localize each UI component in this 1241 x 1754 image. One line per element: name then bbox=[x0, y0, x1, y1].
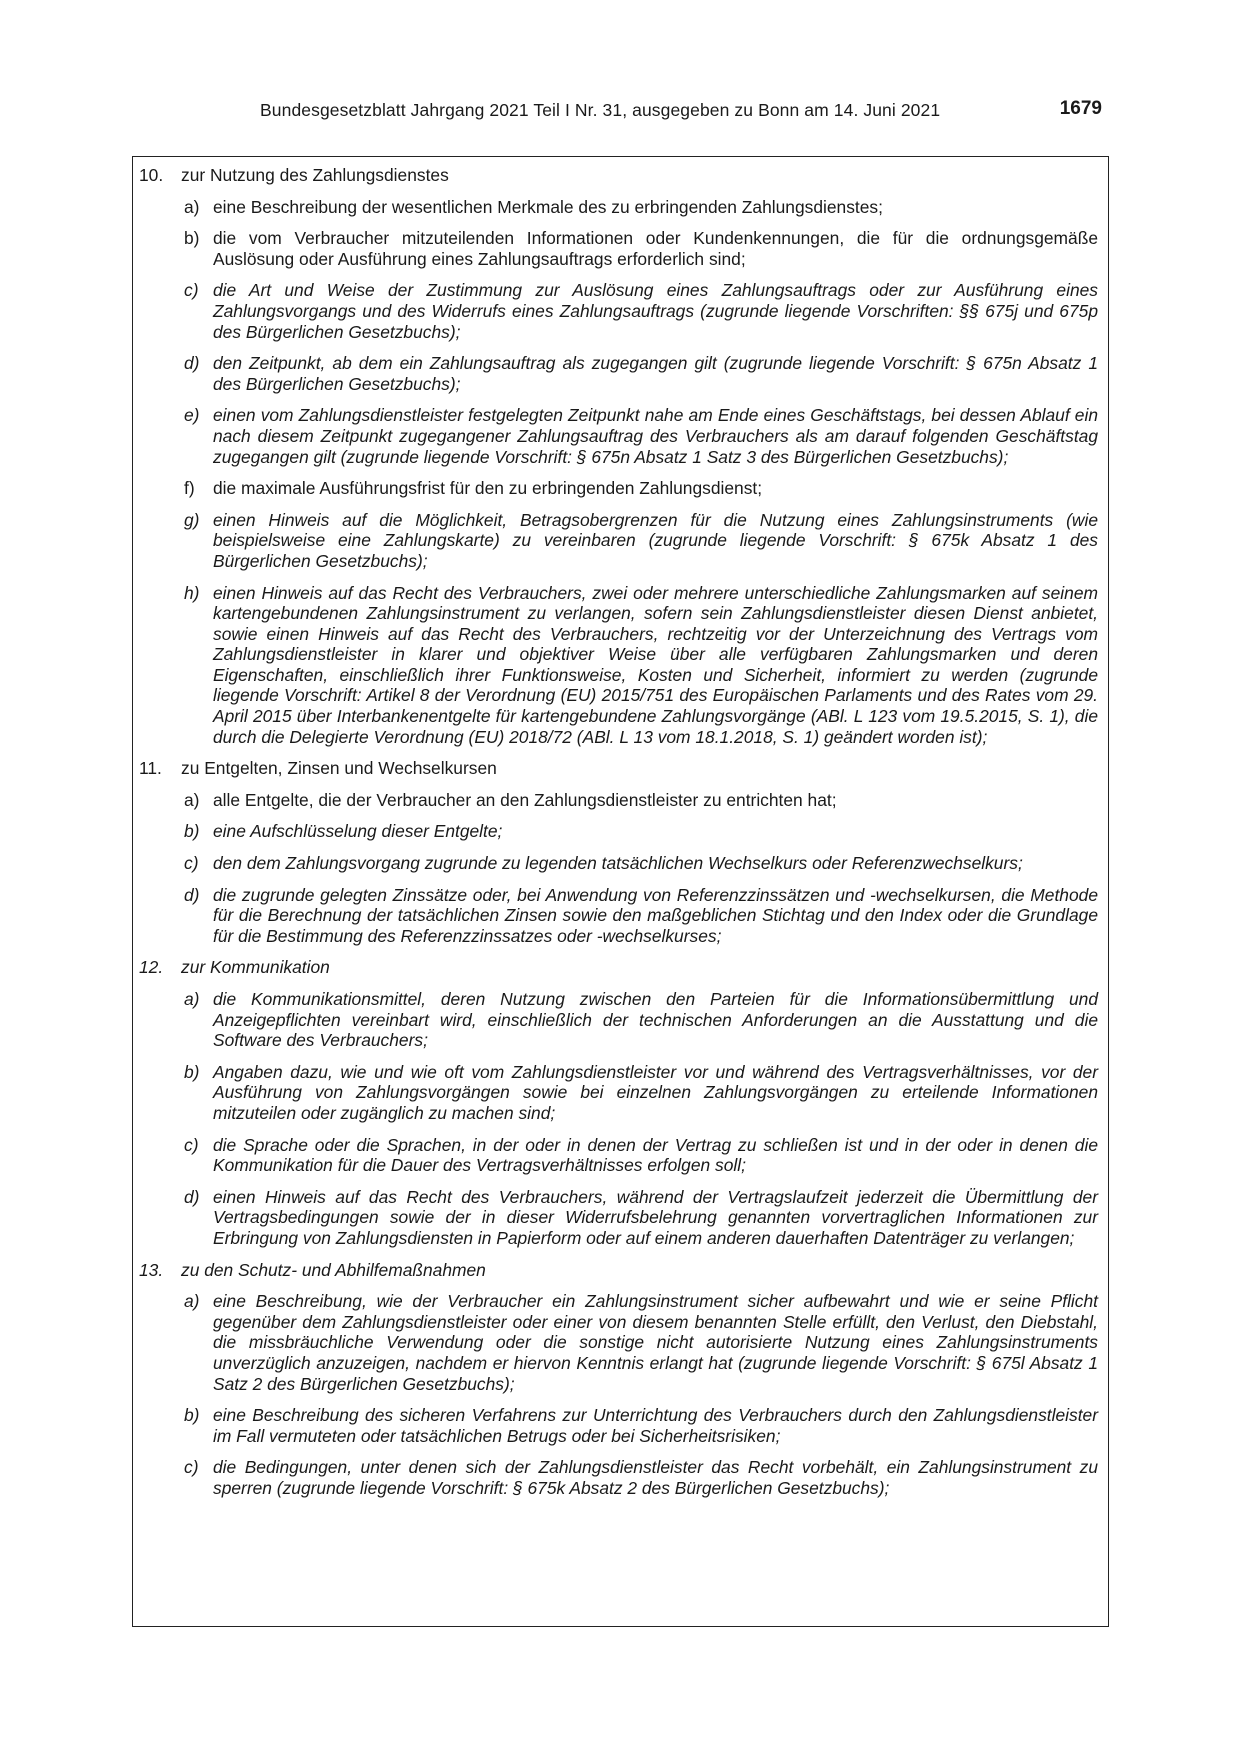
sub-item-letter: d) bbox=[184, 353, 200, 374]
item-title: zur Kommunikation bbox=[181, 957, 330, 978]
sub-item-text: die Kommunikationsmittel, deren Nutzung zwischen den Parteien für die Informationsübermittlung und Anzeigepflichten vereinbart wird, einschließlich der technischen Anforderungen an die Ausstattung und die Software des Verbrauchers; bbox=[213, 989, 1098, 1051]
sub-item-text: Angaben dazu, wie und wie oft vom Zahlungsdienstleister vor und während des Vertragsverhältnisses, vor der Ausführung von Zahlungsvorgängen sowie bei einzelnen Zahlungsvorgängen zu erteilende Informationen mitzuteilen oder zugänglich zu machen sind; bbox=[213, 1061, 1098, 1123]
sub-item-letter: b) bbox=[184, 1405, 200, 1426]
sub-item bbox=[133, 885, 1108, 947]
sub-item bbox=[133, 1062, 1108, 1124]
sub-item-text: einen Hinweis auf das Recht des Verbrauchers, während der Vertragslaufzeit jederzeit die Übermittlung der Vertragsbedingungen sowie der in dieser Widerrufsbelehrung genannten vorvertraglichen Informationen zur Erbringung von Zahlungsdiensten in Papierform oder auf einem anderen dauerhaften Datenträger zu verlangen; bbox=[213, 1186, 1098, 1248]
sub-item-text: eine Beschreibung der wesentlichen Merkmale des zu erbringenden Zahlungsdienstes; bbox=[213, 196, 883, 217]
sub-item-letter: d) bbox=[184, 884, 200, 905]
sub-item bbox=[133, 989, 1108, 1051]
sub-item-letter: g) bbox=[184, 509, 200, 530]
sub-item-text: die vom Verbraucher mitzuteilenden Informationen oder Kundenkennungen, die für die ordnungsgemäße Auslösung oder Ausführung eines Zahlungsauftrags erforderlich sind; bbox=[213, 228, 1098, 269]
sub-item-letter: b) bbox=[184, 228, 200, 249]
item-number: 13. bbox=[139, 1259, 164, 1280]
sub-item bbox=[133, 510, 1108, 572]
sub-item-letter: e) bbox=[184, 405, 200, 426]
list-item bbox=[133, 957, 1108, 978]
sub-item bbox=[133, 821, 1108, 842]
list-item bbox=[133, 1260, 1108, 1281]
sub-item-text: die Sprache oder die Sprachen, in der oder in denen der Vertrag zu schließen ist und in der oder in denen die Kommunikation für die Dauer des Vertragsverhältnisses erfolgen soll; bbox=[213, 1134, 1098, 1176]
sub-item bbox=[133, 790, 1108, 811]
sub-item bbox=[133, 583, 1108, 748]
sub-item bbox=[133, 228, 1108, 269]
sub-item bbox=[133, 1291, 1108, 1394]
list-item bbox=[133, 165, 1108, 186]
sub-item-text: einen vom Zahlungsdienstleister festgelegten Zeitpunkt nahe am Ende eines Geschäftstags, bei dessen Ablauf ein nach diesem Zeitpunkt zugegangener Zahlungsauftrag des Verbrauchers als am darauf folgenden Geschäftstag zugegangen gilt (zugrunde liegende Vorschrift: § 675n Absatz 1 Satz 3 des Bürgerlichen Gesetzbuchs); bbox=[213, 405, 1098, 467]
sub-item bbox=[133, 478, 1108, 499]
gazette-title: Bundesgesetzblatt Jahrgang 2021 Teil I Nr. 31, ausgegeben zu Bonn am 14. Juni 2021 bbox=[260, 100, 941, 120]
sub-item bbox=[133, 280, 1108, 342]
sub-item bbox=[133, 1405, 1108, 1446]
sub-item bbox=[133, 353, 1108, 394]
item-title: zur Nutzung des Zahlungsdienstes bbox=[181, 165, 449, 185]
sub-item-letter: h) bbox=[184, 582, 200, 603]
item-list bbox=[133, 157, 1108, 1509]
sub-item-text: einen Hinweis auf die Möglichkeit, Betragsobergrenzen für die Nutzung eines Zahlungsinstruments (wie beispielsweise eine Zahlungskarte) zu vereinbaren (zugrunde liegende Vorschrift: § 675k Absatz 1 des Bürgerlichen Gesetzbuchs); bbox=[213, 509, 1098, 571]
content-frame bbox=[132, 156, 1109, 1627]
sub-item-text: den dem Zahlungsvorgang zugrunde zu legenden tatsächlichen Wechselkurs oder Referenzwechselkurs; bbox=[213, 853, 1023, 874]
sub-item-letter: c) bbox=[184, 1134, 199, 1155]
sub-item-letter: c) bbox=[184, 1457, 199, 1478]
item-number: 10. bbox=[139, 165, 164, 185]
sub-item-text: die Art und Weise der Zustimmung zur Auslösung eines Zahlungsauftrags oder zur Ausführung eines Zahlungsvorgangs und des Widerrufs eines Zahlungsauftrags (zugrunde liegende Vorschriften: §§ 675j und 675p des Bürgerlichen Gesetzbuchs); bbox=[213, 280, 1098, 342]
item-number: 11. bbox=[139, 758, 162, 779]
sub-item-text: eine Beschreibung, wie der Verbraucher ein Zahlungsinstrument sicher aufbewahrt und wie er seine Pflicht gegenüber dem Zahlungsdienstleister oder einer von diesem benannten Stelle erfüllt, den Verlust, den Diebstahl, die missbräuchliche Verwendung oder die sonstige nicht autorisierte Nutzung eines Zahlungsinstruments unverzüglich anzuzeigen, nachdem er hiervon Kenntnis erlangt hat (zugrunde liegende Vorschrift: § 675l Absatz 1 Satz 2 des Bürgerlichen Gesetzbuchs); bbox=[213, 1291, 1098, 1394]
sub-item bbox=[133, 405, 1108, 467]
sub-item bbox=[133, 197, 1108, 218]
sub-item-letter: a) bbox=[184, 989, 200, 1009]
sub-item-text: die zugrunde gelegten Zinssätze oder, bei Anwendung von Referenzzinssätzen und -wechselkursen, die Methode für die Berechnung der tatsächlichen Zinsen sowie den maßgeblichen Stichtag und den Index oder die Grundlage für die Bestimmung des Referenzzinssatzes oder -wechselkurses; bbox=[213, 884, 1098, 946]
sub-item-letter: c) bbox=[184, 280, 199, 301]
sub-item-text: den Zeitpunkt, ab dem ein Zahlungsauftrag als zugegangen gilt (zugrunde liegende Vorschrift: § 675n Absatz 1 des Bürgerlichen Gesetzbuchs); bbox=[213, 353, 1098, 394]
sub-item-letter: c) bbox=[184, 853, 199, 874]
sub-item bbox=[133, 853, 1108, 874]
sub-item-text: die Bedingungen, unter denen sich der Zahlungsdienstleister das Recht vorbehält, ein Zahlungsinstrument zu sperren (zugrunde liegende Vorschrift: § 675k Absatz 2 des Bürgerlichen Gesetzbuchs); bbox=[213, 1457, 1098, 1498]
sub-item-text: die maximale Ausführungsfrist für den zu erbringenden Zahlungsdienst; bbox=[213, 478, 763, 499]
sub-item-text: eine Beschreibung des sicheren Verfahrens zur Unterrichtung des Verbrauchers durch den Zahlungsdienstleister im Fall vermuteten oder tatsächlichen Betrugs oder bei Sicherheitsrisiken; bbox=[213, 1405, 1098, 1446]
sub-item-text: eine Aufschlüsselung dieser Entgelte; bbox=[213, 821, 503, 842]
sub-item-letter: f) bbox=[184, 478, 195, 499]
sub-item-letter: b) bbox=[184, 821, 200, 842]
sub-item-letter: a) bbox=[184, 789, 200, 810]
sub-item-letter: d) bbox=[184, 1186, 200, 1207]
page-number: 1679 bbox=[1059, 98, 1102, 119]
sub-item-text: einen Hinweis auf das Recht des Verbrauchers, zwei oder mehrere unterschiedliche Zahlungsmarken auf seinem kartengebundenen Zahlungsinstrument zu verlangen, sofern sein Zahlungsdienstleister diesen Dienst anbietet, sowie einen Hinweis auf das Recht des Verbrauchers, rechtzeitig vor der Unterzeichnung des Vertrags vom Zahlungsdienstleister in klarer und objektiver Weise über alle verfügbaren Zahlungsmarken und deren Eigenschaften, einschließlich ihrer Funktionsweise, Kosten und Sicherheit, informiert zu werden (zugrunde liegende Vorschrift: Artikel 8 der Verordnung (EU) 2015/751 des Europäischen Parlaments und des Rates vom 29. April 2015 über Interbankenentgelte für kartengebundene Zahlungsvorgänge (ABl. L 123 vom 19.5.2015, S. 1), die durch die Delegierte Verordnung (EU) 2018/72 (ABl. L 13 vom 18.1.2018, S. 1) geändert worden ist); bbox=[213, 582, 1098, 747]
sub-item-letter: a) bbox=[184, 1291, 200, 1312]
sub-item bbox=[133, 1457, 1108, 1498]
sub-item-letter: b) bbox=[184, 1061, 200, 1082]
item-title: zu den Schutz- und Abhilfemaßnahmen bbox=[181, 1259, 486, 1280]
item-number: 12. bbox=[139, 957, 164, 978]
sub-item-letter: a) bbox=[184, 196, 200, 217]
sub-item-text: alle Entgelte, die der Verbraucher an den Zahlungsdienstleister zu entrichten hat; bbox=[213, 789, 837, 810]
page-header bbox=[132, 98, 1112, 124]
list-item bbox=[133, 758, 1108, 779]
item-title: zu Entgelten, Zinsen und Wechselkursen bbox=[181, 758, 497, 779]
sub-item bbox=[133, 1135, 1108, 1176]
sub-item bbox=[133, 1187, 1108, 1249]
